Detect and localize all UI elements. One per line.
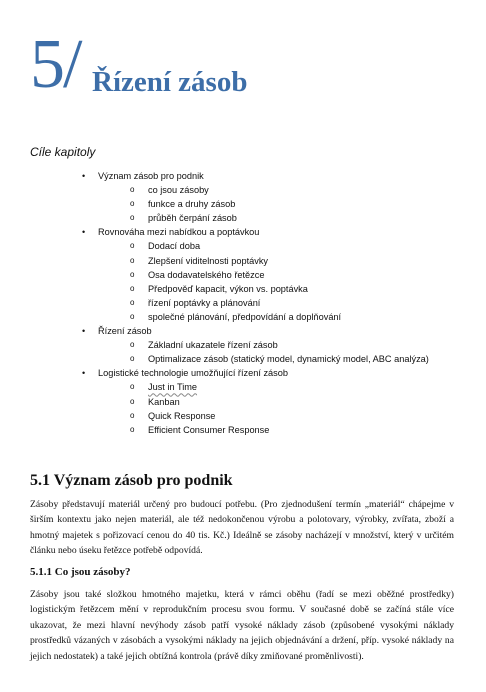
- bullet-icon: •: [82, 227, 86, 238]
- outline-item-label: Logistické technologie umožňující řízení zásob: [98, 368, 288, 379]
- outline-item-label: Rovnováha mezi nabídkou a poptávkou: [98, 227, 260, 238]
- chapter-title: Řízení zásob: [92, 66, 248, 98]
- circle-bullet-icon: o: [130, 410, 135, 420]
- outline-subitem: [80, 254, 480, 268]
- circle-bullet-icon: o: [130, 424, 135, 434]
- chapter-goals-heading: Cíle kapitoly: [30, 145, 96, 159]
- outline-item: [80, 225, 480, 239]
- outline-subitem-label: společné plánování, předpovídání a doplňování: [148, 311, 342, 322]
- outline-subitem: [80, 197, 480, 211]
- outline-subitem-label: Efficient Consumer Response: [148, 424, 270, 435]
- outline-subitem: [80, 183, 480, 197]
- circle-bullet-icon: o: [130, 283, 135, 293]
- circle-bullet-icon: o: [130, 241, 135, 251]
- circle-bullet-icon: o: [130, 340, 135, 350]
- outline-subitem-label: Dodací doba: [148, 241, 201, 252]
- circle-bullet-icon: o: [130, 396, 135, 406]
- outline-subitem: [80, 423, 480, 437]
- outline-subitem: [80, 296, 480, 310]
- section-heading: 5.1 Význam zásob pro podnik: [30, 472, 233, 489]
- outline-subitem-label: Just in Time: [148, 382, 198, 393]
- outline-subitem: [80, 310, 480, 324]
- circle-bullet-icon: o: [130, 269, 135, 279]
- circle-bullet-icon: o: [130, 297, 135, 307]
- outline-subitem: [80, 239, 480, 253]
- outline-subitem-label: Quick Response: [148, 410, 216, 421]
- bullet-icon: •: [82, 326, 86, 337]
- outline-subitem-label: řízení poptávky a plánování: [148, 297, 261, 308]
- circle-bullet-icon: o: [130, 255, 135, 265]
- subsection-paragraph: Zásoby jsou také složkou hmotného majetku, která v rámci oběhu (řadí se mezi oběžné prostředky) logistickým řetězcem mění v reprodukčním procesu svou formu. V současné době se začíná stále více ukazovat, že mezi hlavní nevýhody zásob patří vysoké náklady zásob (způsobené vysokými náklady prostředků vázaných v zásobách a vysokými náklady na jejich objednávání a držení, příp. vysoké náklady na jejich nedostatek) a také jejich obtížná kontrola (právě díky zmiňované proměnlivosti).: [30, 589, 454, 662]
- section-paragraph: Zásoby představují materiál určený pro budoucí potřebu. (Pro zjednodušení termín „materiál“ chápejme v širším kontextu jako nejen materiál, ale též nedokončenou výrobu a polotovary, výrobky, zvířata, zboží a hmotný majetek s pořizovací cenou do 40 tis. Kč.) Ideálně se zásoby nacházejí v množství, který v určitém článku nebo úseku řetězce potřebě odpovídá.: [30, 499, 454, 557]
- outline-subitem-label: co jsou zásoby: [148, 185, 209, 196]
- outline-subitem-label: Základní ukazatele řízení zásob: [148, 340, 278, 351]
- circle-bullet-icon: o: [130, 382, 135, 392]
- bullet-icon: •: [82, 368, 86, 379]
- outline-subitem-label: Předpověď kapacit, výkon vs. poptávka: [148, 283, 308, 294]
- circle-bullet-icon: o: [130, 213, 135, 223]
- circle-bullet-icon: o: [130, 311, 135, 321]
- outline-subitem: [80, 380, 480, 394]
- outline-subitem: [80, 211, 480, 225]
- outline-subitem: [80, 409, 480, 423]
- outline-subitem-label: Osa dodavatelského řetězce: [148, 269, 265, 280]
- outline-item-label: Význam zásob pro podnik: [98, 171, 204, 181]
- outline-subitem-label: Kanban: [148, 396, 180, 407]
- circle-bullet-icon: o: [130, 354, 135, 364]
- circle-bullet-icon: o: [130, 185, 135, 195]
- outline-subitem-label: Optimalizace zásob (statický model, dynamický model, ABC analýza): [148, 354, 429, 365]
- subsection-heading: 5.1.1 Co jsou zásoby?: [30, 566, 131, 578]
- outline-item: [80, 169, 480, 183]
- outline-subitem: [80, 268, 480, 282]
- outline-subitem-label: průběh čerpání zásob: [148, 213, 237, 224]
- outline-item: [80, 366, 480, 380]
- outline-item: [80, 324, 480, 338]
- circle-bullet-icon: o: [130, 199, 135, 209]
- outline-item-label: Řízení zásob: [98, 326, 152, 337]
- chapter-number: 5/: [30, 26, 81, 103]
- outline-subitem: [80, 395, 480, 409]
- outline-subitem-label: funkce a druhy zásob: [148, 199, 236, 210]
- outline-subitem: [80, 282, 480, 296]
- outline-subitem: [80, 338, 480, 352]
- bullet-icon: •: [82, 171, 86, 181]
- outline-subitem: [80, 352, 480, 366]
- chapter-outline: [80, 169, 480, 437]
- outline-subitem-label: Zlepšení viditelnosti poptávky: [148, 255, 269, 266]
